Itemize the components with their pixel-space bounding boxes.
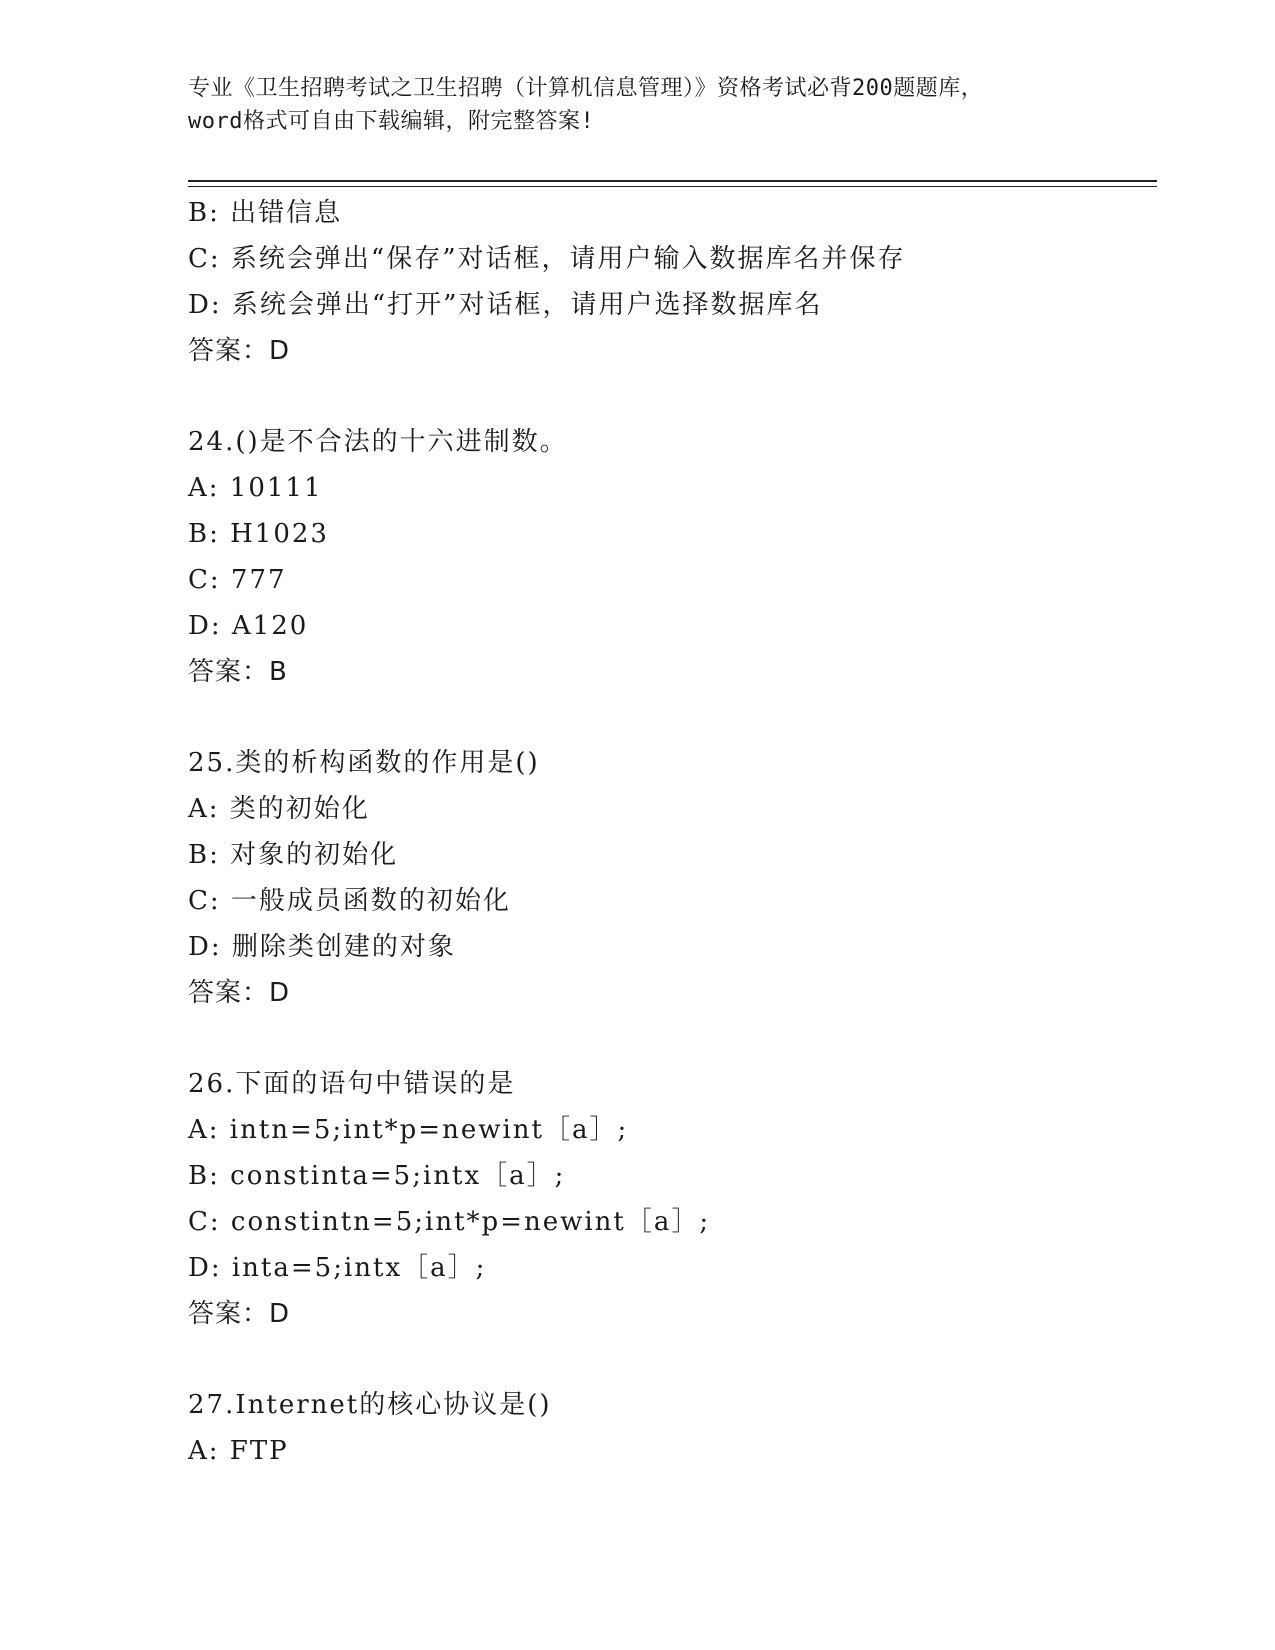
option-d: D: 系统会弹出“打开”对话框，请用户选择数据库名 — [188, 290, 823, 320]
question-text: 26.下面的语句中错误的是 — [188, 1069, 516, 1099]
question-block-26 — [188, 1061, 1148, 1337]
option-b: B: H1023 — [188, 519, 329, 549]
option-c: C: 777 — [188, 565, 287, 595]
question-list — [188, 190, 1148, 1474]
option-a: A: 10111 — [188, 473, 323, 503]
header-divider-thin — [188, 186, 1157, 187]
header-line-2: word格式可自由下载编辑，附完整答案! — [188, 109, 595, 134]
header-divider — [188, 180, 1157, 182]
question-text: 25.类的析构函数的作用是() — [188, 748, 540, 778]
option-b: B: 出错信息 — [188, 198, 343, 228]
option-a: A: FTP — [188, 1436, 289, 1466]
answer-line: 答案：B — [188, 657, 288, 687]
option-c: C: 一般成员函数的初始化 — [188, 886, 511, 916]
option-a: A: intn=5;int*p=newint［a］; — [188, 1115, 629, 1145]
option-a: A: 类的初始化 — [188, 794, 370, 824]
option-b: B: constinta=5;intx［a］; — [188, 1161, 566, 1191]
question-block-25 — [188, 740, 1148, 1016]
answer-line: 答案：D — [188, 1299, 291, 1329]
question-block-27 — [188, 1382, 1148, 1474]
answer-line: 答案：D — [188, 978, 291, 1008]
option-d: D: inta=5;intx［a］; — [188, 1253, 487, 1283]
header-line-1: 专业《卫生招聘考试之卫生招聘（计算机信息管理）》资格考试必背200题题库， — [188, 76, 984, 101]
option-c: C: constintn=5;int*p=newint［a］; — [188, 1207, 711, 1237]
question-block-23 — [188, 190, 1148, 374]
option-d: D: A120 — [188, 611, 309, 641]
question-text: 27.Internet的核心协议是() — [188, 1390, 552, 1420]
option-c: C: 系统会弹出“保存”对话框，请用户输入数据库名并保存 — [188, 244, 906, 274]
question-text: 24.()是不合法的十六进制数。 — [188, 427, 568, 457]
option-b: B: 对象的初始化 — [188, 840, 399, 870]
answer-line: 答案：D — [188, 336, 291, 366]
option-d: D: 删除类创建的对象 — [188, 932, 456, 962]
document-header — [188, 72, 1088, 138]
question-block-24 — [188, 419, 1148, 695]
